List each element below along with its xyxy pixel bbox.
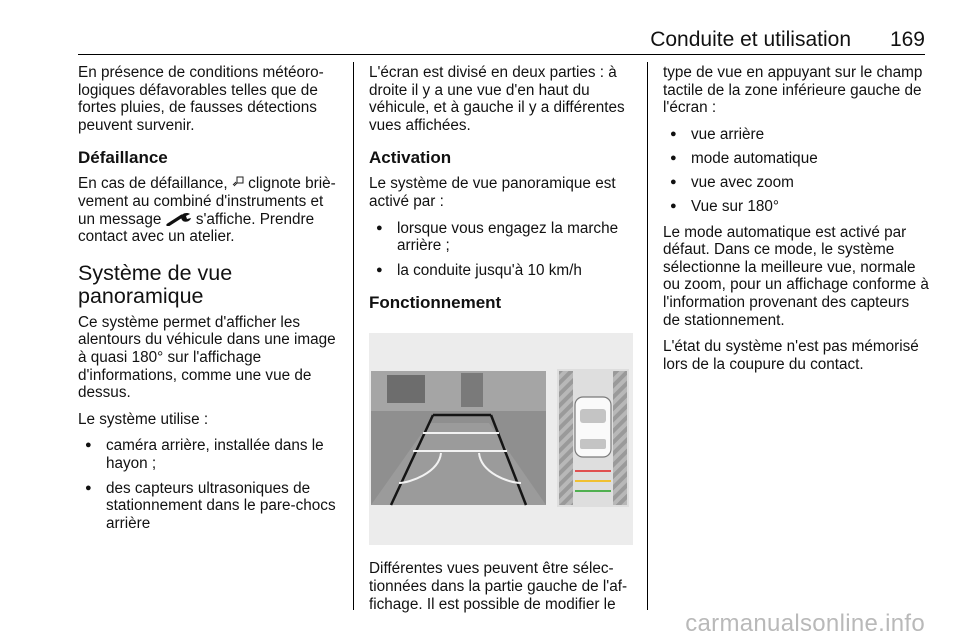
list-item: ● vue avec zoom xyxy=(663,174,929,192)
page-number: 169 xyxy=(889,28,925,51)
list-item: ● des capteurs ultrasoniques de stationnement dans le pare-chocs arrière xyxy=(78,480,340,533)
state-paragraph: L'état du système n'est pas mémorisé lors de la coupure du contact. xyxy=(663,338,919,373)
section-title: Conduite et utilisation xyxy=(650,28,851,51)
system-components-list xyxy=(78,437,340,532)
intro-paragraph: En présence de conditions météoro-logiques défavorables telles que de fortes pluies, de fausses détections peuvent survenir. xyxy=(78,64,324,134)
column-divider xyxy=(647,62,648,610)
watermark-text: carmanualsonline.info xyxy=(685,610,925,637)
activation-paragraph: Le système de vue panoramique est activé par : xyxy=(369,175,616,210)
failure-heading: Défaillance xyxy=(78,148,168,168)
activation-list xyxy=(369,220,633,280)
list-item: ● caméra arrière, installée dans le hayon ; xyxy=(78,437,340,472)
wrench-icon xyxy=(166,212,192,226)
column-2 xyxy=(369,64,633,622)
failure-text-mid: clignote briè-vement au combiné d'instruments et un message xyxy=(78,175,336,228)
parking-camera-icon xyxy=(232,176,244,187)
section-heading: Système de vue panoramique xyxy=(78,260,233,308)
list-item: ● lorsque vous engagez la marche arrière ; xyxy=(369,220,633,255)
auto-mode-paragraph: Le mode automatique est activé par défaut. Dans ce mode, le système sélectionne la meilleure vue, normale ou zoom, pour un affichage conforme à l'information provenant des capteurs de stationnement. xyxy=(663,223,929,329)
failure-text-start: En cas de défaillance, xyxy=(78,175,232,193)
screen-paragraph: L'écran est divisé en deux parties : à droite il y a une vue d'en haut du véhicule, et à gauche il y a différentes vues affichées. xyxy=(369,64,625,134)
system-uses-label: Le système utilise : xyxy=(78,410,209,428)
views-paragraph: Différentes vues peuvent être sélec-tionnées dans la partie gauche de l'af-fichage. Il est possible de modifier le xyxy=(369,560,628,613)
system-description: Ce système permet d'afficher les alentours du véhicule dans une image à quasi 180° sur l'affichage d'informations, comme une vue de dessus. xyxy=(78,313,336,402)
views-continuation: type de vue en appuyant sur le champ tactile de la zone inférieure gauche de l'écran : xyxy=(663,64,923,117)
function-heading: Fonctionnement xyxy=(369,293,502,313)
page-header xyxy=(78,26,925,55)
list-item: ● Vue sur 180° xyxy=(663,198,929,216)
column-3 xyxy=(663,64,929,382)
column-divider xyxy=(353,62,354,610)
failure-text-end: s'affiche. Prendre contact avec un atelier. xyxy=(78,210,315,246)
camera-display-illustration xyxy=(369,333,633,545)
camera-display-image xyxy=(369,333,633,545)
column-1 xyxy=(78,64,340,540)
list-item: ● mode automatique xyxy=(663,150,929,168)
list-item: ● la conduite jusqu'à 10 km/h xyxy=(369,262,633,280)
views-list xyxy=(663,126,929,216)
list-item: ● vue arrière xyxy=(663,126,929,144)
activation-heading: Activation xyxy=(369,148,452,168)
failure-paragraph xyxy=(78,175,340,245)
